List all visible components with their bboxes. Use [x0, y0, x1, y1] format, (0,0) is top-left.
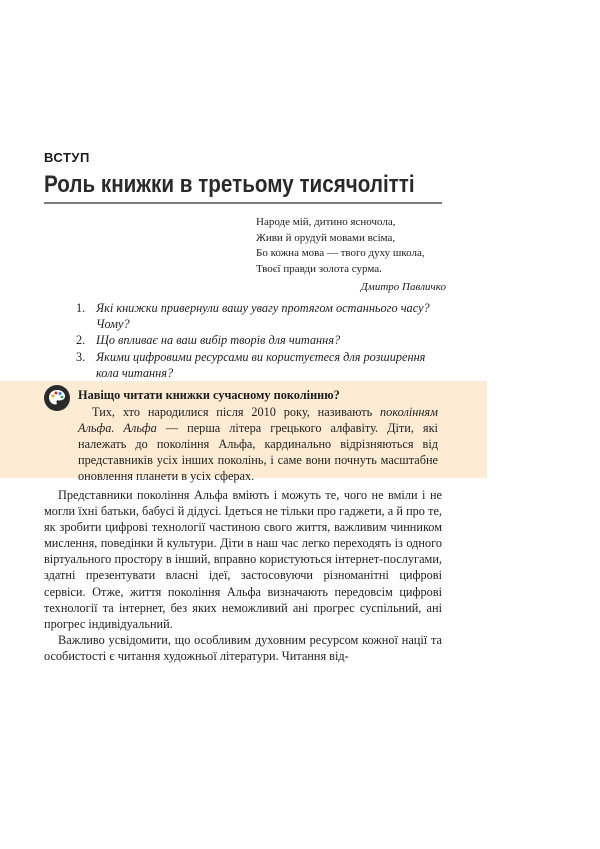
chapter-title: Роль книжки в третьому тисячолітті: [44, 171, 415, 198]
paragraph: Представники покоління Альфа вміють і можуть те, чого не вміли і не могли їхні батьки, бабусі й дідусі. Ідеться не тільки про гаджети, а й про те, як зробити цифрові технології частиною свого життя, важливим чинником мислення, поведінки й культури. Діти в наш час легко переходять із одного віртуального простору в інший, вправно користуються інтернет-послугами, здатні презентувати власні ідеї, застосовуючи різноманітні цифрові сервіси. Отже, життя покоління Альфа визначають передовсім цифрові технології та інтернет, без яких неможливий ані прогрес суспільний, ані прогрес індивідуальний.: [44, 488, 442, 631]
main-text: [44, 487, 442, 664]
question-item: [76, 300, 444, 332]
epigraph-line: Твоєї правди золота сурма.: [256, 262, 382, 275]
highlight-body-text: Тих, хто народилися після 2010 року, називають: [92, 405, 381, 419]
highlight-term: поколінням Альфа. Альфа: [78, 405, 438, 436]
question-item: [76, 349, 444, 381]
question-list: [76, 300, 444, 381]
question-text: Що впливає на ваш вибір творів для читання?: [96, 333, 341, 348]
question-number: 1.: [76, 301, 86, 315]
epigraph-line: Народе мій, дитино ясночола,: [256, 216, 396, 228]
question-number: 3.: [76, 349, 86, 364]
question-text: Якими цифровими ресурсами ви користуєтеся для розширення кола читання?: [96, 349, 426, 380]
epigraph-author: Дмитро Павличко: [360, 281, 446, 293]
highlight-heading: Навіщо читати книжки сучасному поколінню?: [78, 388, 340, 402]
highlight-body-text: — перша літера грецького алфавіту. Діти, які належать до покоління Альфа, кардинально відрізняються від представників усіх інших поколінь, і саме вони почнуть масштабне оновлення планети в усіх сферах.: [78, 421, 438, 484]
question-text: Які книжки привернули вашу увагу протягом останнього часу? Чому?: [96, 301, 430, 332]
question-item: [76, 332, 444, 348]
highlight-body: [78, 404, 438, 484]
question-number: 2.: [76, 333, 86, 348]
title-divider: [44, 202, 442, 204]
epigraph: [256, 215, 446, 296]
epigraph-line: Живи й орудуй мовами всіма,: [256, 231, 396, 244]
palette-icon: [44, 385, 70, 411]
paragraph: Важливо усвідомити, що особливим духовним ресурсом кожної нації та особистості є читання художньої літератури. Читання від-: [44, 632, 442, 663]
section-label: ВСТУП: [44, 150, 90, 165]
epigraph-line: Бо кожна мова — твого духу школа,: [256, 247, 425, 259]
